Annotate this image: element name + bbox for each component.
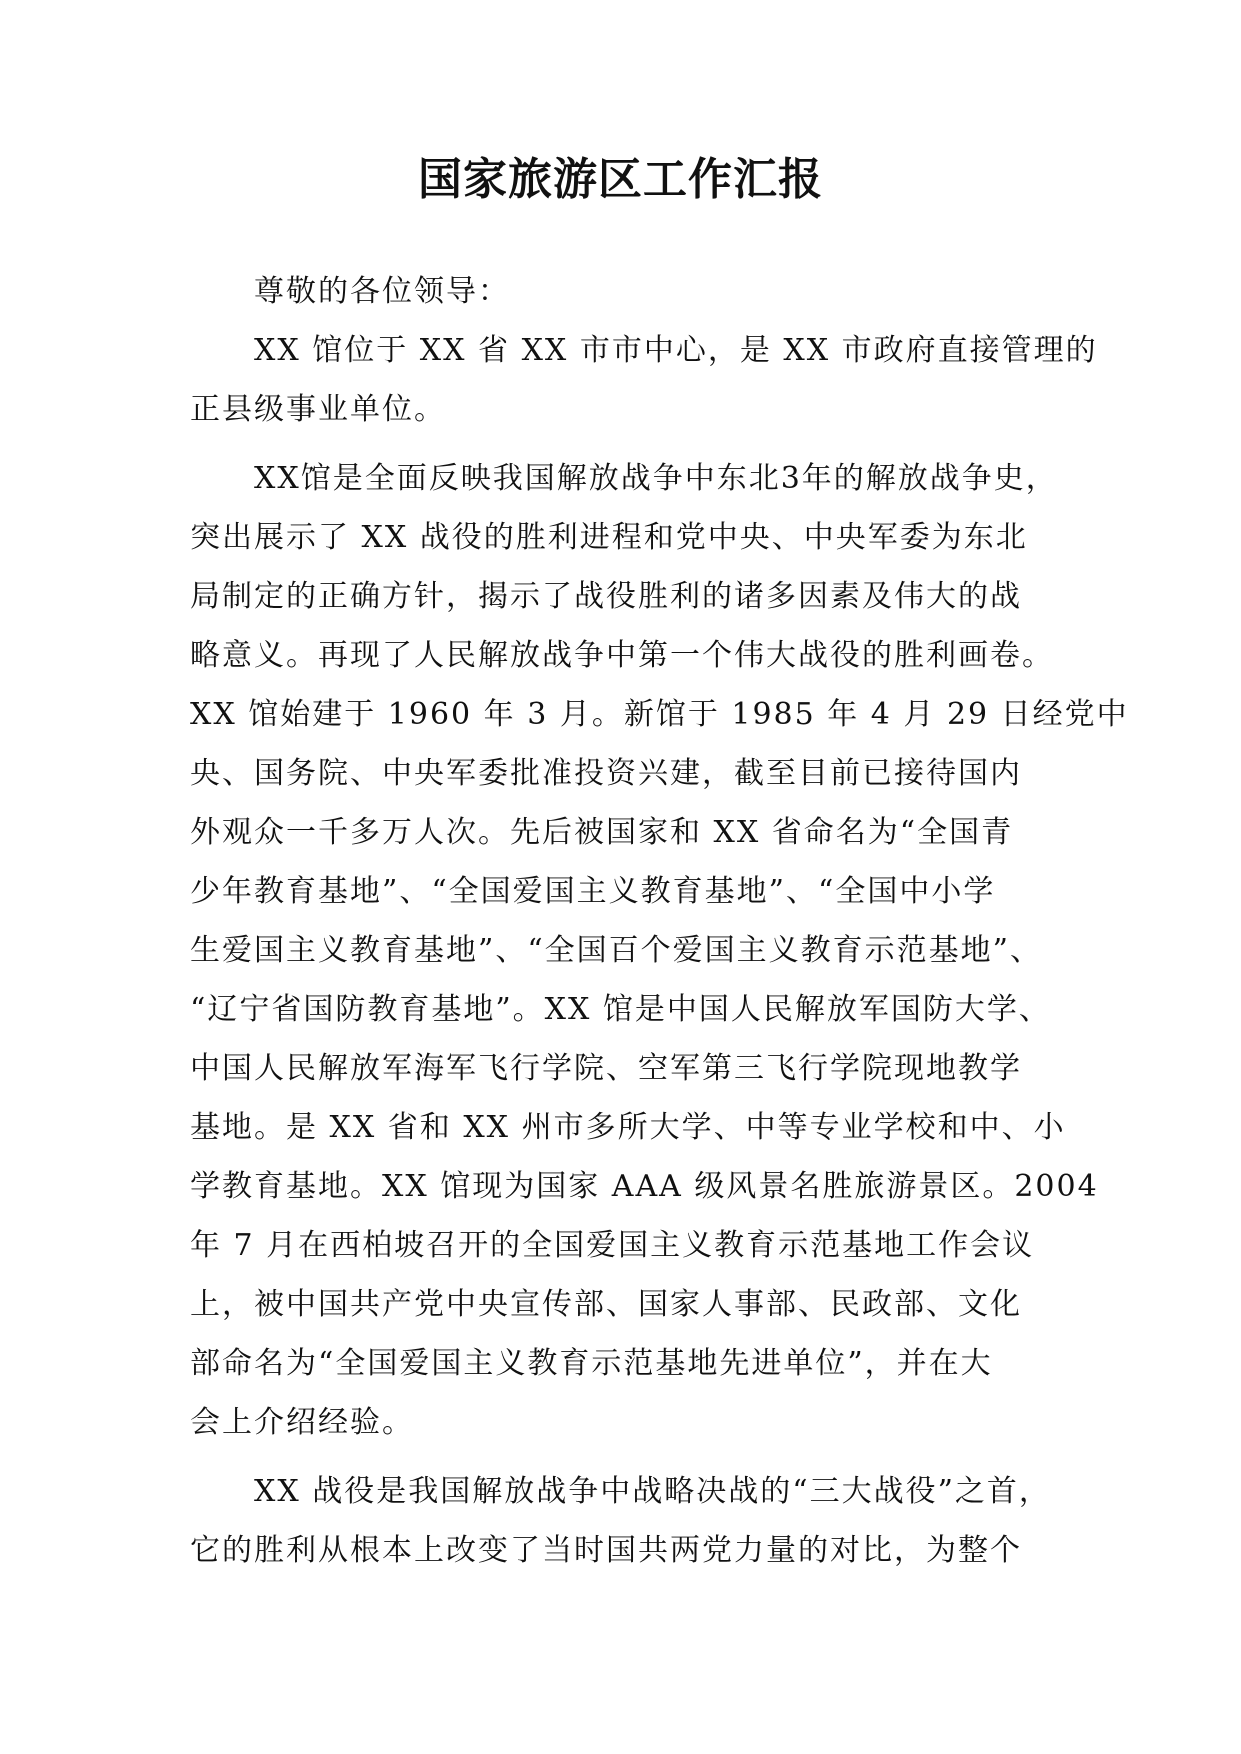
paragraph-2-line-11: 中国人民解放军海军飞行学院、空军第三飞行学院现地教学 bbox=[190, 1051, 1022, 1086]
paragraph-1-line-2: 正县级事业单位。 bbox=[190, 392, 446, 427]
paragraph-3-line-1: XX 战役是我国解放战争中战略决战的“三大战役”之首， bbox=[254, 1474, 1051, 1509]
salutation: 尊敬的各位领导： bbox=[254, 274, 510, 309]
paragraph-2-line-5: XX 馆始建于 1960 年 3 月。新馆于 1985 年 4 月 29 日经党中 bbox=[190, 697, 1129, 732]
paragraph-2-line-15: 上，被中国共产党中央宣传部、国家人事部、民政部、文化 bbox=[190, 1287, 1022, 1322]
paragraph-3-line-2: 它的胜利从根本上改变了当时国共两党力量的对比，为整个 bbox=[190, 1533, 1022, 1568]
paragraph-2-line-16: 部命名为“全国爱国主义教育示范基地先进单位”，并在大 bbox=[190, 1346, 993, 1381]
paragraph-2-line-3: 局制定的正确方针，揭示了战役胜利的诸多因素及伟大的战 bbox=[190, 579, 1022, 614]
paragraph-2-line-2: 突出展示了 XX 战役的胜利进程和党中央、中央军委为东北 bbox=[190, 520, 1028, 555]
paragraph-1-line-1: XX 馆位于 XX 省 XX 市市中心，是 XX 市政府直接管理的 bbox=[254, 333, 1098, 368]
paragraph-2-line-9: 生爱国主义教育基地”、“全国百个爱国主义教育示范基地”、 bbox=[190, 933, 1043, 968]
paragraph-2-line-7: 外观众一千多万人次。先后被国家和 XX 省命名为“全国青 bbox=[190, 815, 1014, 850]
paragraph-2-line-8: 少年教育基地”、“全国爱国主义教育基地”、“全国中小学 bbox=[190, 874, 996, 909]
document-title: 国家旅游区工作汇报 bbox=[418, 154, 823, 205]
paragraph-2-line-1: XX馆是全面反映我国解放战争中东北3年的解放战争史， bbox=[254, 461, 1058, 496]
paragraph-2-line-10: “辽宁省国防教育基地”。XX 馆是中国人民解放军国防大学、 bbox=[190, 992, 1051, 1027]
paragraph-2-line-4: 略意义。再现了人民解放战争中第一个伟大战役的胜利画卷。 bbox=[190, 638, 1054, 673]
paragraph-2-line-13: 学教育基地。XX 馆现为国家 AAA 级风景名胜旅游景区。2004 bbox=[190, 1169, 1099, 1204]
paragraph-2-line-6: 央、国务院、中央军委批准投资兴建，截至目前已接待国内 bbox=[190, 756, 1022, 791]
paragraph-2-line-14: 年 7 月在西柏坡召开的全国爱国主义教育示范基地工作会议 bbox=[190, 1228, 1035, 1263]
document-body bbox=[190, 262, 1129, 1580]
paragraph-2-line-12: 基地。是 XX 省和 XX 州市多所大学、中等专业学校和中、小 bbox=[190, 1110, 1066, 1145]
paragraph-2-line-17: 会上介绍经验。 bbox=[190, 1405, 414, 1440]
